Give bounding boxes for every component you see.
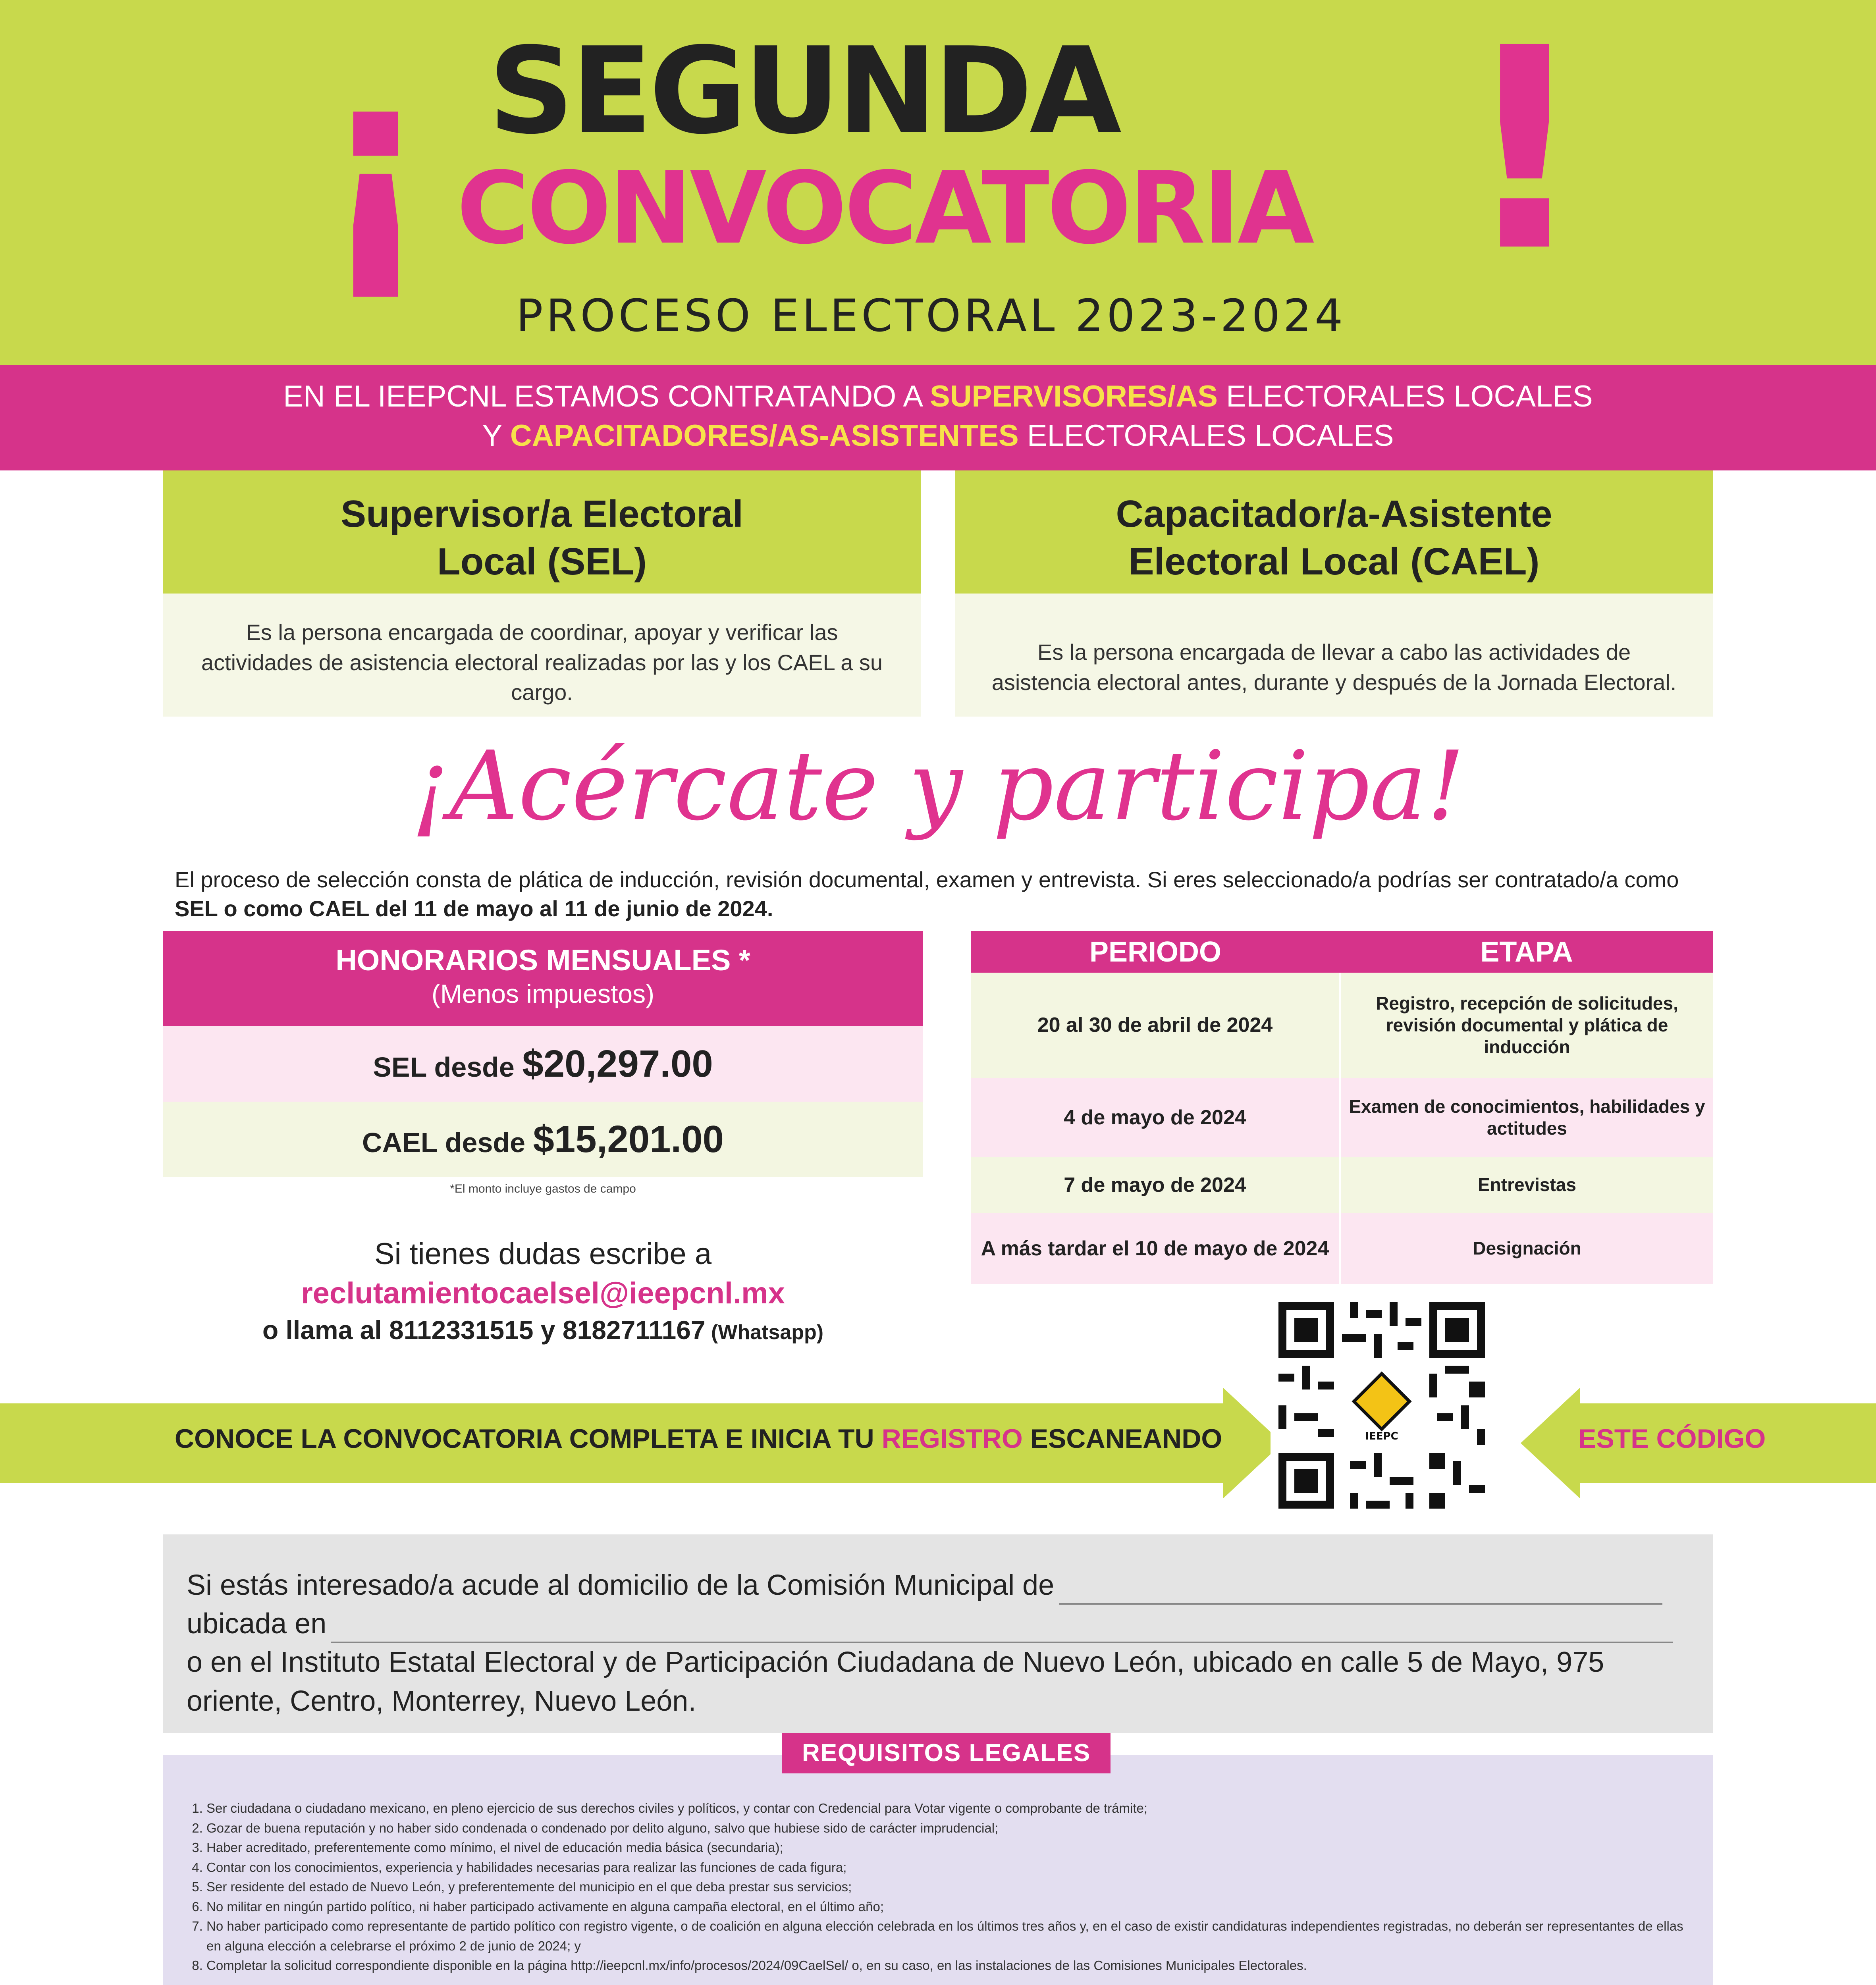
contact-phones xyxy=(163,1313,923,1347)
etapa-cell: Registro, recepción de solicitudes, revisión documental y plática de inducción xyxy=(1340,973,1713,1078)
list-item: 3. Haber acreditado, preferentemente como mínimo, el nivel de educación media básica (secundaria); xyxy=(206,1838,1689,1858)
salary-amount: $20,297.00 xyxy=(522,1043,713,1085)
etapa-cell: Entrevistas xyxy=(1340,1157,1713,1213)
periodo-cell: 20 al 30 de abril de 2024 xyxy=(971,973,1340,1078)
honorarios-note: *El monto incluye gastos de campo xyxy=(450,1182,636,1195)
title-convocatoria: CONVOCATORIA xyxy=(457,150,1312,266)
qr-code[interactable] xyxy=(1271,1294,1493,1517)
subtitle-proceso: PROCESO ELECTORAL 2023-2024 xyxy=(516,290,1346,342)
title-segunda: SEGUNDA xyxy=(488,22,1119,160)
role-title xyxy=(955,470,1713,594)
col-periodo: PERIODO xyxy=(971,931,1340,973)
salary-label: CAEL desde xyxy=(362,1127,533,1158)
band-text: ELECTORALES LOCALES xyxy=(1018,418,1394,453)
periodo-cell: A más tardar el 10 de mayo de 2024 xyxy=(971,1213,1340,1284)
scan-label-right: ESTE CÓDIGO xyxy=(1578,1424,1766,1454)
qr-logo-text: IEEPC xyxy=(1365,1430,1398,1442)
col-etapa: ETAPA xyxy=(1340,931,1713,973)
scan-text: CONOCE LA CONVOCATORIA COMPLETA E INICIA TU xyxy=(175,1424,882,1454)
hiring-band xyxy=(0,365,1876,470)
address-line-1 xyxy=(187,1566,1689,1605)
contact-whatsapp: (Whatsapp) xyxy=(705,1320,824,1344)
address-text: ubicada en xyxy=(187,1608,327,1640)
role-title-line: Local (SEL) xyxy=(437,540,647,583)
salary-sel xyxy=(163,1026,923,1102)
contact-line: Si tienes dudas escribe a xyxy=(374,1237,712,1271)
list-item: 8. Completar la solicitud correspondiente disponible en la página http://ieepcnl.mx/info/procesos/2024/09CaelSel/ o, en su caso, en las instalaciones de las Comisiones Municipales Electorales. xyxy=(206,1956,1689,1975)
scan-highlight: REGISTRO xyxy=(881,1424,1023,1454)
band-highlight: CAPACITADORES/AS-ASISTENTES xyxy=(510,418,1019,453)
band-text: ELECTORALES LOCALES xyxy=(1217,380,1593,413)
etapa-cell: Designación xyxy=(1340,1213,1713,1284)
arrow-left-icon xyxy=(1521,1388,1580,1499)
legal-requirements xyxy=(163,1755,1713,1985)
table-row xyxy=(971,1078,1713,1157)
header xyxy=(0,0,1876,365)
role-card-cael xyxy=(955,470,1713,717)
contact-email-link[interactable]: reclutamientocaelsel@ieepcnl.mx xyxy=(301,1276,785,1310)
schedule-header-row xyxy=(971,931,1713,973)
role-title-line: Capacitador/a-Asistente xyxy=(1116,493,1552,535)
intro-part: El proceso de selección consta de plática de inducción, revisión documental, examen y entrevista. Si eres seleccionado/a podrías ser contratado/a como xyxy=(175,867,1679,892)
table-row xyxy=(971,1213,1713,1284)
list-item: 1. Ser ciudadana o ciudadano mexicano, en pleno ejercicio de sus derechos civiles y políticos, y contar con Credencial para Votar vigente o comprobante de trámite; xyxy=(206,1798,1689,1818)
salary-amount: $15,201.00 xyxy=(533,1118,724,1160)
band-text: Y xyxy=(482,418,510,453)
honorarios-header xyxy=(163,931,923,1026)
slogan: ¡Acércate y participa! xyxy=(411,730,1465,842)
legal-title: REQUISITOS LEGALES xyxy=(782,1733,1111,1773)
band-highlight: SUPERVISORES/AS xyxy=(929,380,1218,413)
role-card-sel xyxy=(163,470,921,717)
scan-label xyxy=(175,1425,1222,1452)
etapa-cell: Examen de conocimientos, habilidades y actitudes xyxy=(1340,1078,1713,1157)
list-item: 6. No militar en ningún partido político, ni haber participado activamente en alguna campaña electoral, en el último año; xyxy=(206,1897,1689,1917)
address-line-2 xyxy=(187,1605,1689,1643)
list-item: 4. Contar con los conocimientos, experiencia y habilidades necesarias para realizar las funciones de cada figura; xyxy=(206,1858,1689,1877)
address-box xyxy=(163,1534,1713,1733)
band-line-1 xyxy=(0,377,1876,416)
honorarios-subtitle: (Menos impuestos) xyxy=(431,979,655,1008)
list-item: 2. Gozar de buena reputación y no haber sido condenada o condenado por delito alguno, salvo que hubiese sido de carácter imprudencial; xyxy=(206,1818,1689,1838)
role-description: Es la persona encargada de llevar a cabo las actividades de asistencia electoral antes, durante y después de la Jornada Electoral. xyxy=(991,640,1677,695)
salary-cael xyxy=(163,1102,923,1177)
intro-bold: SEL o como CAEL del 11 de mayo al 11 de junio de 2024. xyxy=(175,896,773,921)
address-text: Si estás interesado/a acude al domicilio de la Comisión Municipal de xyxy=(187,1569,1055,1601)
scan-text: ESCANEANDO xyxy=(1022,1424,1222,1454)
list-item: 7. No haber participado como representante de partido político con registro vigente, o de coalición en alguna elección celebrada en los últimos tres años y, en el caso de existir candidaturas independientes registradas, no deberán ser representantes de ellas en alguna elección a celebrarse el próximo 2 de junio de 2024; y xyxy=(206,1916,1689,1956)
band-line-2 xyxy=(0,416,1876,456)
periodo-cell: 4 de mayo de 2024 xyxy=(971,1078,1340,1157)
list-item: 5. Ser residente del estado de Nuevo León, y preferentemente del municipio en el que deba prestar sus servicios; xyxy=(206,1877,1689,1897)
role-title-line: Supervisor/a Electoral xyxy=(341,493,743,535)
table-row xyxy=(971,973,1713,1078)
legal-list xyxy=(187,1798,1689,1975)
honorarios-box xyxy=(163,931,923,1177)
band-text: EN EL IEEPCNL ESTAMOS CONTRATANDO A xyxy=(283,380,930,413)
honorarios-title: HONORARIOS MENSUALES * xyxy=(335,944,750,977)
periodo-cell: 7 de mayo de 2024 xyxy=(971,1157,1340,1213)
exclamation: ! xyxy=(1461,0,1588,312)
table-row xyxy=(971,1157,1713,1213)
role-title xyxy=(163,470,921,594)
contact-info xyxy=(163,1235,923,1347)
intro-text xyxy=(175,865,1723,923)
inverted-exclamation: ¡ xyxy=(318,15,434,310)
scan-band xyxy=(0,1388,1876,1499)
schedule-table xyxy=(971,931,1713,1284)
address-line-3: o en el Instituto Estatal Electoral y de Participación Ciudadana de Nuevo León, ubicado en calle 5 de Mayo, 975 oriente, Centro, Monterrey, Nuevo León. xyxy=(187,1646,1604,1717)
role-description: Es la persona encargada de coordinar, apoyar y verificar las actividades de asistencia electoral realizadas por las y los CAEL a su cargo. xyxy=(201,620,883,705)
salary-label: SEL desde xyxy=(373,1052,523,1083)
contact-phone-text: o llama al 8112331515 y 8182711167 xyxy=(262,1315,706,1345)
qr-code-graphic xyxy=(1271,1294,1493,1517)
role-title-line: Electoral Local (CAEL) xyxy=(1128,540,1540,583)
